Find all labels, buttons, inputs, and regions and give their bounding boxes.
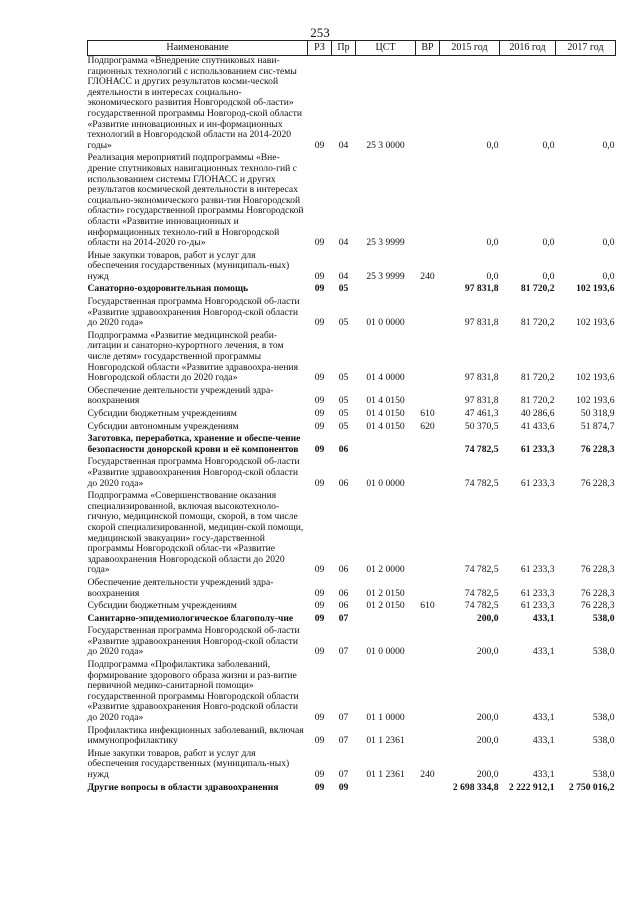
row-2015: 74 782,5 [464,600,499,612]
row-2016: 2 222 912,1 [508,781,555,793]
row-vr [416,783,440,794]
row-rz: 09 [314,735,325,747]
row-rz: 09 [314,564,325,576]
row-2015: 47 461,3 [464,408,499,419]
table-row [88,457,616,491]
row-name: Подпрограмма «Совершенствование оказания специализированной, включая высокотехноло-гичную, медицинской помощи, скорой, в том числе скорой специализированной, медицин-ской помощи, медицинской эвакуации» госу-дарственной программы Новгородской облас-ти «Развитие здравоохранения Новгородской области до 2020 года» [87,490,304,576]
row-2017: 2 750 016,2 [568,781,615,793]
row-2017: 102 193,6 [576,395,615,407]
row-name: Государственная программа Новгородской об-ласти «Развитие здравоохранения Новгород-ской области до 2020 года» [87,625,300,658]
row-vr [416,434,440,457]
row-cst: 01 4 0000 [366,372,405,384]
row-2016: 433,1 [532,769,555,780]
row-vr [416,297,440,331]
row-2015: 0,0 [486,270,499,282]
header-vr: ВР [416,41,440,56]
row-pr: 06 [338,600,349,612]
header-rz: РЗ [308,41,332,56]
table-row [88,578,616,601]
row-2016: 0,0 [542,237,555,249]
row-vr [416,578,440,601]
row-pr: 04 [338,139,349,151]
row-2016: 433,1 [532,612,555,624]
row-vr [416,331,440,386]
row-2016: 61 233,3 [520,564,555,576]
row-2017: 538,0 [592,612,615,624]
row-2015: 97 831,8 [464,395,499,407]
row-name: Субсидии бюджетным учреждениям [87,408,237,419]
row-2017: 0,0 [602,237,615,249]
row-name: Государственная программа Новгородской об-ласти «Развитие здравоохранения Новгород-ской области до 2020 года» [87,296,300,329]
row-cst: 01 0 0000 [366,317,405,329]
row-cst: 01 1 2361 [366,735,405,747]
row-2015: 2 698 334,8 [452,781,499,793]
row-vr: 240 [420,270,435,282]
row-2017: 538,0 [592,735,615,747]
table-row [88,153,616,250]
row-cst: 25 3 9999 [366,237,405,249]
row-2017: 76 228,3 [580,587,615,599]
row-rz: 09 [314,139,325,151]
row-2016: 61 233,3 [520,600,555,612]
row-cst: 01 4 0150 [366,420,405,432]
row-pr: 04 [338,237,349,249]
row-2016: 433,1 [532,646,555,658]
row-2017: 102 193,6 [576,283,615,295]
row-2017: 538,0 [592,712,615,724]
row-pr: 05 [338,395,349,407]
row-vr [416,56,440,154]
row-vr [416,386,440,409]
row-rz: 09 [314,317,325,329]
row-cst: 01 0 0000 [366,477,405,489]
row-2016: 81 720,2 [520,317,555,329]
row-pr: 04 [338,270,349,282]
row-name: Государственная программа Новгородской об-ласти «Развитие здравоохранения Новгород-ской области до 2020 года» [87,456,300,489]
row-name: Санитарно-эпидемиологическое благополу-чие [87,612,294,624]
row-2017: 102 193,6 [576,317,615,329]
row-pr: 06 [338,564,349,576]
row-rz: 09 [314,646,325,658]
row-cst: 01 2 0150 [366,587,405,599]
row-cst: 01 4 0150 [366,395,405,407]
row-rz: 09 [314,237,325,249]
row-rz: 09 [314,270,325,282]
row-pr: 07 [338,612,349,624]
row-vr [416,614,440,627]
row-cst: 25 3 9999 [366,270,405,282]
row-vr [416,284,440,297]
row-vr [416,491,440,578]
row-rz: 09 [314,612,325,624]
row-vr [416,726,440,749]
row-name: Профилактика инфекционных заболеваний, включая иммунопрофилактику [87,724,304,747]
row-2017: 50 318,9 [580,408,615,419]
row-cst [356,614,416,627]
row-2015: 0,0 [486,139,499,151]
row-2016: 41 433,6 [520,420,555,432]
row-vr [416,660,440,726]
row-vr: 240 [420,769,435,780]
header-name: Наименование [88,41,308,56]
row-name: Подпрограмма «Профилактика заболеваний, формирование здорового образа жизни и раз-витие первичной медико-санитарной помощи» государственной программы Новгородской области «Развитие здравоохранения Новго-родской области до 2020 года» [87,659,299,724]
row-pr: 05 [338,372,349,384]
table-row [88,749,616,783]
table-row [88,626,616,660]
table-row [88,601,616,614]
row-2015: 200,0 [476,769,499,780]
row-cst: 25 3 0000 [366,139,405,151]
row-cst [356,434,416,457]
row-name: Подпрограмма «Развитие медицинской реаби-литации и санаторно-курортного лечения, в том числе детям» государственной программы Новгородской области «Развитие здравоохра-нения Новгородской области до 2020 года» [87,329,298,384]
row-2015: 74 782,5 [464,587,499,599]
row-2015: 200,0 [476,612,499,624]
row-name: Заготовка, переработка, хранение и обеспе-чение безопасности донорской крови и её компонентов [87,433,301,455]
row-vr [416,153,440,250]
row-2017: 538,0 [592,646,615,658]
row-2016: 81 720,2 [520,395,555,407]
row-2015: 97 831,8 [464,283,499,295]
row-rz: 09 [314,283,325,295]
row-2015: 0,0 [486,237,499,249]
row-name: Субсидии автономным учреждениям [87,420,239,432]
table-row [88,491,616,578]
table-row [88,386,616,409]
row-name: Иные закупки товаров, работ и услуг для обеспечения государственных (муниципаль-ных) нужд [87,747,290,780]
header-2016: 2016 год [500,41,556,56]
row-pr: 07 [338,735,349,747]
row-2016: 433,1 [532,735,555,747]
header-cst: ЦСТ [356,41,416,56]
table-row [88,331,616,386]
row-pr: 06 [338,587,349,599]
row-pr: 07 [338,646,349,658]
row-2016: 81 720,2 [520,283,555,295]
table-row [88,783,616,794]
row-rz: 09 [314,443,325,455]
row-pr: 07 [338,712,349,724]
page-number: 253 [310,25,330,40]
row-vr [416,626,440,660]
header-2017: 2017 год [556,41,616,56]
row-2015: 200,0 [476,735,499,747]
row-name: Санаторно-оздоровительная помощь [87,283,249,295]
row-2017: 76 228,3 [580,443,615,455]
row-cst: 01 0 0000 [366,646,405,658]
row-vr: 610 [420,408,435,419]
row-name: Реализация мероприятий подпрограммы «Вне-дрение спутниковых навигационных техноло-гий с использованием системы ГЛОНАСС и других результатов космической деятельности в интересах социально-экономического разви-тия Новгородской области» государственной программы Новгородской области «Развитие инновационных и информационных техноло-гий в Новгородской области на 2014-2020 го-ды» [87,152,304,249]
row-vr: 610 [420,600,435,612]
row-pr: 05 [338,408,349,419]
row-2016: 0,0 [542,139,555,151]
row-2015: 200,0 [476,712,499,724]
row-name: Подпрограмма «Внедрение спутниковых нави-гационных технологий с использованием сис-темы ГЛОНАСС и других результатов косми-ческой деятельности в интересах социально-экономического развития Новгородской об-ласти» государственной программы Новгород-ской области «Развитие инновационных и ин-формационных технологий в Новгородской области на 2014-2020 годы» [87,55,302,151]
row-2015: 97 831,8 [464,317,499,329]
row-vr [416,457,440,491]
header-2015: 2015 год [440,41,500,56]
row-pr: 09 [338,781,349,793]
row-2016: 40 286,6 [520,408,555,419]
row-pr: 06 [338,477,349,489]
table-row [88,409,616,422]
row-2017: 0,0 [602,139,615,151]
row-rz: 09 [314,420,325,432]
row-cst: 01 1 0000 [366,712,405,724]
row-rz: 09 [314,408,325,419]
row-rz: 09 [314,781,325,793]
header-pr: Пр [332,41,356,56]
row-2016: 0,0 [542,270,555,282]
row-2015: 200,0 [476,646,499,658]
row-pr: 06 [338,443,349,455]
table-row [88,660,616,726]
table-header [88,41,616,56]
row-name: Иные закупки товаров, работ и услуг для обеспечения государственных (муниципаль-ных) нужд [87,249,290,282]
row-2016: 433,1 [532,712,555,724]
row-2015: 74 782,5 [464,443,499,455]
table-row [88,56,616,154]
row-2017: 102 193,6 [576,372,615,384]
row-pr: 05 [338,317,349,329]
row-2017: 76 228,3 [580,600,615,612]
row-2015: 74 782,5 [464,477,499,489]
row-2015: 97 831,8 [464,372,499,384]
row-cst: 01 1 2361 [366,769,405,780]
table-body [88,56,616,794]
row-name: Обеспечение деятельности учреждений здра-воохранения [87,576,274,599]
row-pr: 05 [338,283,349,295]
row-cst [356,284,416,297]
row-name: Другие вопросы в области здравоохранения [87,781,279,793]
row-rz: 09 [314,769,325,780]
row-vr: 620 [420,420,435,432]
table-row [88,251,616,285]
table-row [88,297,616,331]
row-2016: 61 233,3 [520,443,555,455]
row-rz: 09 [314,600,325,612]
table-row [88,434,616,457]
row-cst: 01 4 0150 [366,408,405,419]
row-2016: 61 233,3 [520,477,555,489]
row-rz: 09 [314,477,325,489]
row-2016: 61 233,3 [520,587,555,599]
row-2017: 538,0 [592,769,615,780]
row-name: Субсидии бюджетным учреждениям [87,600,237,612]
row-2017: 0,0 [602,270,615,282]
row-cst [356,783,416,794]
row-2017: 76 228,3 [580,564,615,576]
row-2015: 50 370,5 [464,420,499,432]
budget-table [87,40,616,793]
row-name: Обеспечение деятельности учреждений здра-воохранения [87,384,274,407]
row-pr: 07 [338,769,349,780]
row-rz: 09 [314,712,325,724]
row-cst: 01 2 0000 [366,564,405,576]
row-2017: 51 874,7 [580,420,615,432]
row-2015: 74 782,5 [464,564,499,576]
row-rz: 09 [314,372,325,384]
row-pr: 05 [338,420,349,432]
row-2016: 81 720,2 [520,372,555,384]
row-rz: 09 [314,395,325,407]
table-row [88,726,616,749]
row-rz: 09 [314,587,325,599]
row-cst: 01 2 0150 [366,600,405,612]
row-2017: 76 228,3 [580,477,615,489]
